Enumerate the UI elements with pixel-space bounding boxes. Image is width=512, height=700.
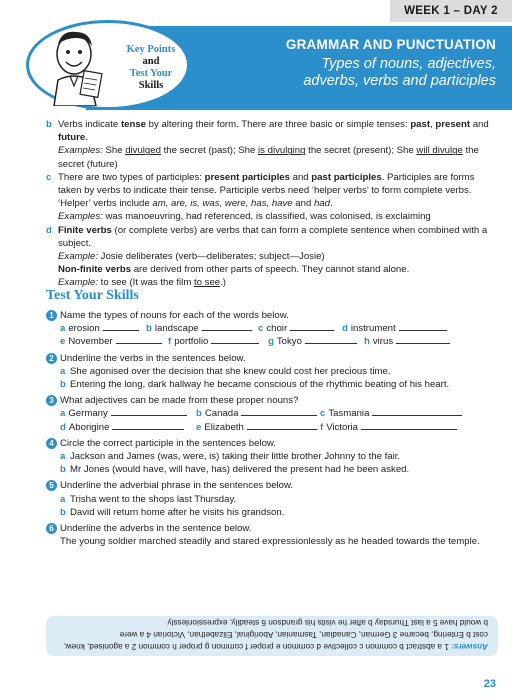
subtitle-line-1: Types of nouns, adjectives, bbox=[321, 56, 496, 72]
answer-blank[interactable] bbox=[241, 407, 317, 416]
answer-blank[interactable] bbox=[211, 335, 259, 344]
answer-blank[interactable] bbox=[103, 322, 139, 331]
answer-blank[interactable] bbox=[247, 421, 317, 430]
section-title: GRAMMAR AND PUNCTUATION bbox=[285, 37, 496, 52]
answer-row: e November f portfolio g Tokyo h virus bbox=[60, 335, 496, 348]
question-6 bbox=[46, 522, 496, 548]
point-b: b Verbs indicate tense by altering their form. There are three basic or simple tenses: past, present and future. Examples: She divulged the secret (past); She is divulging the secret (present); She will divulge the secret (future) bbox=[46, 119, 489, 170]
questions bbox=[46, 306, 496, 548]
question-number: 6 bbox=[46, 523, 57, 534]
badge-line-3: Test Your bbox=[129, 68, 173, 79]
badge-line-2: and bbox=[142, 56, 160, 67]
answer-blank[interactable] bbox=[290, 322, 334, 331]
week-day-tab: WEEK 1 – DAY 2 bbox=[390, 0, 512, 22]
answer-blank[interactable] bbox=[112, 421, 184, 430]
answer-blank[interactable] bbox=[202, 322, 252, 331]
answer-blank[interactable] bbox=[396, 335, 450, 344]
question-text: What adjectives can be made from these proper nouns? bbox=[60, 395, 299, 407]
sentence[interactable]: The young soldier marched steadily and stared expressionlessly as he headed towards the temple. bbox=[60, 536, 480, 548]
question-number: 5 bbox=[46, 480, 57, 491]
answer-blank[interactable] bbox=[361, 421, 457, 430]
key-points-badge bbox=[26, 20, 190, 110]
question-text: Underline the adverbial phrase in the sentences below. bbox=[60, 480, 294, 492]
answer-blank[interactable] bbox=[116, 335, 162, 344]
page-number: 23 bbox=[483, 678, 496, 690]
point-c: c There are two types of participles: present participles and past participles. Participles are forms taken by verbs to indicate their tense. Participle verbs need ‘helper verbs’ to form complete verbs. ‘Helper’ verbs include am, are, is, was, were, has, have and had. Examples: was manoeuvring, had referenced, is classified, was colonised, is exclaiming bbox=[46, 171, 475, 223]
answers-line-1: 1 a abstract b common c collective d common e proper f common g proper h common 2 a agonised, knew, cost b Entering, became 3 German, Canadian, Tasmanian, Aboriginal, Elizabethan, Victorian 4 a were bbox=[63, 630, 488, 651]
question-3 bbox=[46, 394, 496, 434]
question-number: 3 bbox=[46, 395, 57, 406]
point-d: d Finite verbs (or complete verbs) are verbs that can form a complete sentence when combined with a subject. Example: Josie deliberates (verb—deliberates; subject—Josie) Non-finite verbs are derived from other parts of speech. They cannot stand alone. Example: to see (It was the film to see.) bbox=[46, 224, 488, 289]
question-number: 1 bbox=[46, 310, 57, 321]
question-1 bbox=[46, 309, 496, 349]
point-letter: d bbox=[46, 224, 52, 236]
question-number: 4 bbox=[46, 438, 57, 449]
question-2 bbox=[46, 352, 496, 392]
answer-row: a erosion b landscape c choir d instrument bbox=[60, 322, 496, 335]
test-your-skills-heading: Test Your Skills bbox=[46, 288, 139, 303]
answer-blank[interactable] bbox=[111, 407, 187, 416]
answers-label: Answers: bbox=[451, 642, 488, 651]
question-number: 2 bbox=[46, 353, 57, 364]
question-5 bbox=[46, 479, 496, 519]
answer-row: d Aborigine e Elizabeth f Victoria bbox=[60, 421, 496, 434]
badge-text bbox=[116, 44, 186, 92]
sentence-a[interactable]: a Trisha went to the shops last Thursday. bbox=[60, 493, 237, 505]
badge-line-1: Key Points bbox=[126, 44, 176, 55]
answers-line-2: b would have 5 a last Thursday b after he visits his grandson 6 steadily, expressionlessly bbox=[167, 618, 488, 627]
answer-blank[interactable] bbox=[399, 322, 447, 331]
question-text: Circle the correct participle in the sentences below. bbox=[60, 437, 276, 449]
badge-line-4: Skills bbox=[138, 80, 164, 91]
question-text: Name the types of nouns for each of the words below. bbox=[60, 310, 289, 321]
answer-blank[interactable] bbox=[305, 335, 357, 344]
cartoon-boy-icon bbox=[40, 26, 116, 106]
question-text: Underline the adverbs in the sentence below. bbox=[60, 523, 252, 535]
sentence-b[interactable]: b Mr Jones (would have, will have, has) delivered the present had he been asked. bbox=[60, 464, 410, 476]
point-letter: b bbox=[46, 119, 52, 130]
question-4 bbox=[46, 437, 496, 477]
sentence-b[interactable]: b Entering the long, dark hallway he became conscious of the rhythmic beating of his heart. bbox=[60, 379, 450, 391]
answer-blank[interactable] bbox=[372, 407, 462, 416]
sentence-a[interactable]: a She agonised over the decision that she knew could cost her precious time. bbox=[60, 365, 391, 377]
answers-box-upside-down bbox=[46, 616, 498, 656]
point-letter: c bbox=[46, 171, 52, 183]
question-text: Underline the verbs in the sentences below. bbox=[60, 352, 246, 364]
subtitle-line-2: adverbs, verbs and participles bbox=[303, 73, 496, 89]
answer-row: a Germany b Canada c Tasmania bbox=[60, 407, 496, 420]
sentence-a[interactable]: a Jackson and James (was, were, is) taking their little brother Johnny to the fair. bbox=[60, 451, 401, 463]
sentence-b[interactable]: b David will return home after he visits his grandson. bbox=[60, 506, 285, 518]
section-subtitle bbox=[303, 56, 496, 90]
key-points-content bbox=[46, 118, 490, 290]
